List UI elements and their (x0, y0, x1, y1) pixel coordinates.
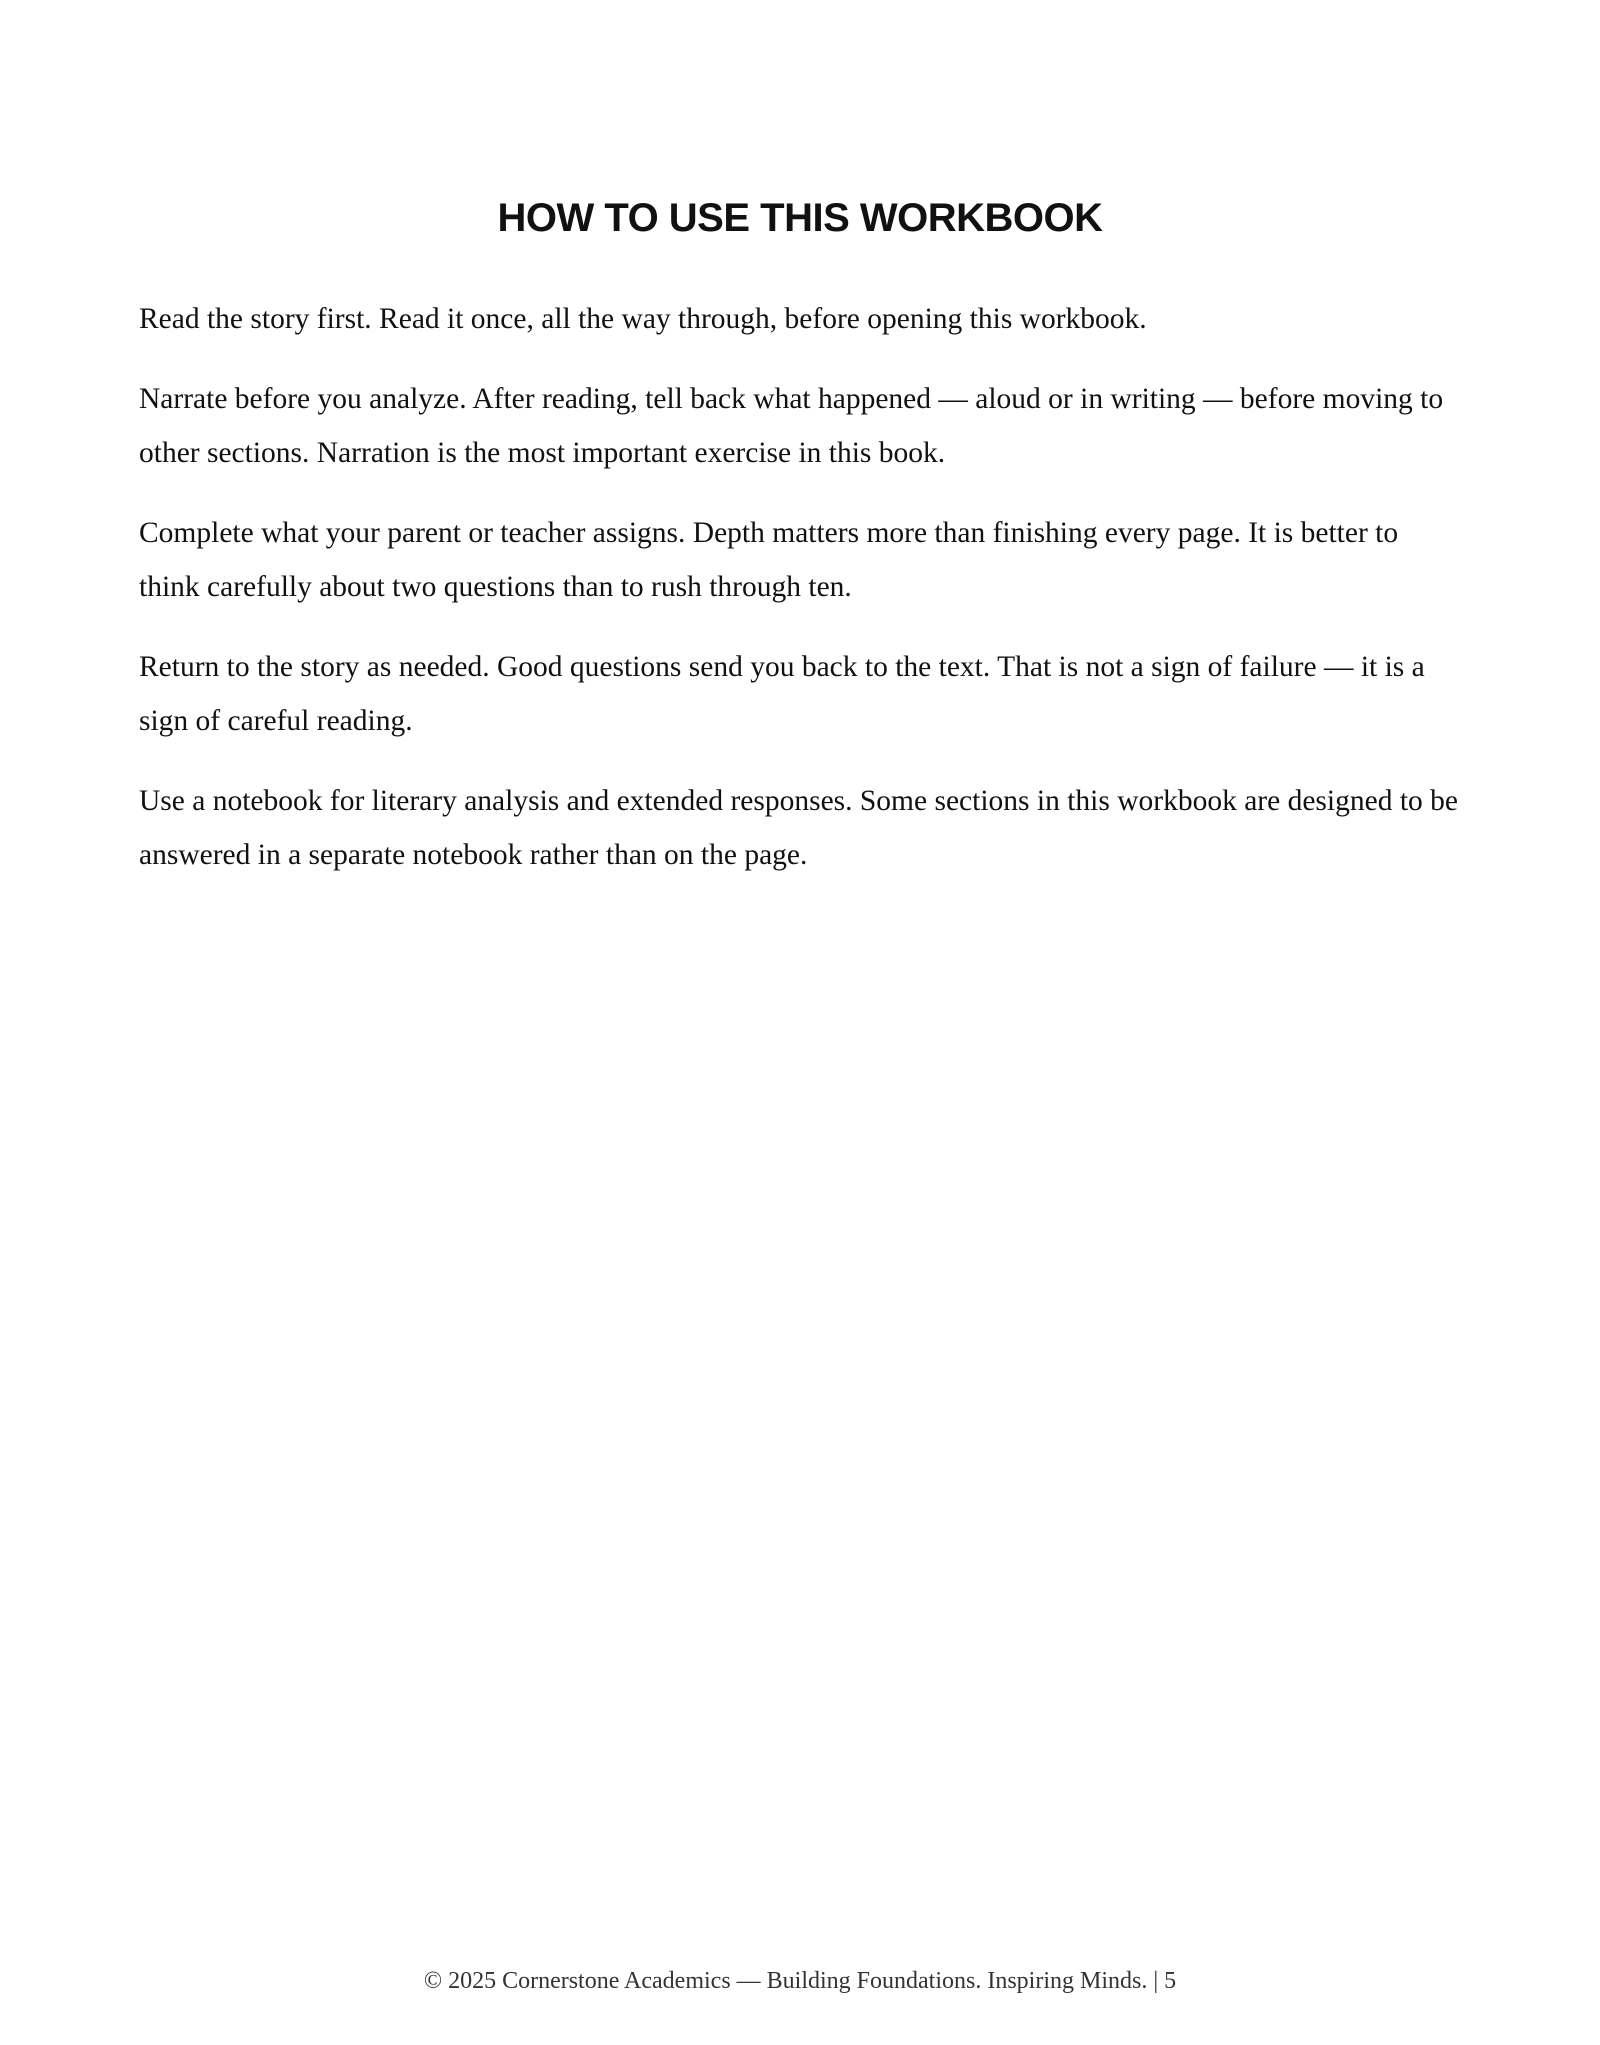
instruction-paragraph: Complete what your parent or teacher assigns. Depth matters more than finishing every page. It is better to think carefully about two questions than to rush through ten. (139, 517, 1399, 603)
instructions-body (139, 292, 1459, 908)
instruction-paragraph: Use a notebook for literary analysis and extended responses. Some sections in this workbook are designed to be answered in a separate notebook rather than on the page. (139, 785, 1458, 871)
instruction-paragraph: Narrate before you analyze. After reading, tell back what happened — aloud or in writing — before moving to other sections. Narration is the most important exercise in this book. (139, 383, 1444, 469)
page-footer: © 2025 Cornerstone Academics — Building Foundations. Inspiring Minds. | 5 (423, 1968, 1177, 1994)
instruction-paragraph: Return to the story as needed. Good questions send you back to the text. That is not a sign of failure — it is a sign of careful reading. (139, 651, 1425, 737)
page-title: HOW TO USE THIS WORKBOOK (497, 196, 1103, 240)
instruction-paragraph: Read the story first. Read it once, all the way through, before opening this workbook. (139, 303, 1147, 335)
